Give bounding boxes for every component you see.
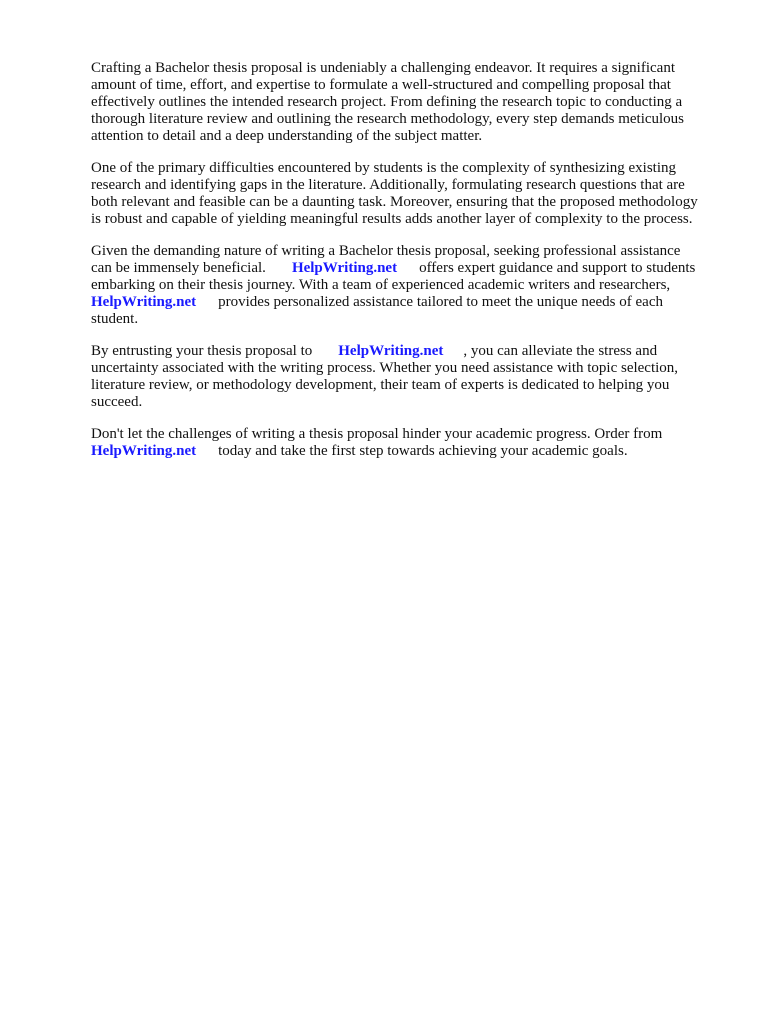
text-line (91, 343, 731, 360)
paragraph-call-to-action (91, 426, 731, 460)
text-line: attention to detail and a deep understanding of the subject matter. (91, 128, 483, 144)
paragraph-assistance (91, 243, 731, 328)
text-line: Given the demanding nature of writing a Bachelor thesis proposal, seeking professional assistance (91, 243, 681, 259)
helpwriting-link[interactable]: HelpWriting.net (91, 443, 197, 459)
text-line: literature review, or methodology development, their team of experts is dedicated to helping you (91, 377, 670, 393)
text-segment: By entrusting your thesis proposal to (91, 343, 313, 359)
paragraph-intro (91, 60, 731, 145)
text-line: thorough literature review and outlining the research methodology, every step demands meticulous (91, 111, 685, 127)
text-line: embarking on their thesis journey. With a team of experienced academic writers and researchers, (91, 277, 671, 293)
helpwriting-link[interactable]: HelpWriting.net (91, 294, 197, 310)
text-segment: , you can alleviate the stress and (463, 343, 658, 359)
text-line: research and identifying gaps in the literature. Additionally, formulating research questions that are (91, 177, 685, 193)
text-line: One of the primary difficulties encountered by students is the complexity of synthesizing existing (91, 160, 677, 176)
text-segment: today and take the first step towards achieving your academic goals. (218, 443, 628, 459)
text-line: Crafting a Bachelor thesis proposal is undeniably a challenging endeavor. It requires a significant (91, 60, 675, 76)
text-line: effectively outlines the intended research project. From defining the research topic to conducting a (91, 94, 683, 110)
text-segment: offers expert guidance and support to students (419, 260, 696, 276)
text-line: Don't let the challenges of writing a thesis proposal hinder your academic progress. Order from (91, 426, 663, 442)
text-line (91, 294, 731, 311)
text-line (91, 443, 731, 460)
paragraph-entrusting (91, 343, 731, 411)
text-line: student. (91, 311, 139, 327)
helpwriting-link[interactable]: HelpWriting.net (338, 343, 444, 359)
text-line: succeed. (91, 394, 143, 410)
text-segment: provides personalized assistance tailored to meet the unique needs of each (218, 294, 663, 310)
text-line: uncertainty associated with the writing process. Whether you need assistance with topic selection, (91, 360, 679, 376)
text-line: both relevant and feasible can be a daunting task. Moreover, ensuring that the proposed methodology (91, 194, 698, 210)
text-line: amount of time, effort, and expertise to formulate a well-structured and compelling proposal that (91, 77, 671, 93)
text-segment: can be immensely beneficial. (91, 260, 266, 276)
paragraph-difficulties (91, 160, 731, 228)
text-line: is robust and capable of yielding meaningful results adds another layer of complexity to the process. (91, 211, 693, 227)
helpwriting-link[interactable]: HelpWriting.net (291, 260, 398, 276)
text-line (91, 260, 731, 277)
document-page (91, 60, 731, 475)
